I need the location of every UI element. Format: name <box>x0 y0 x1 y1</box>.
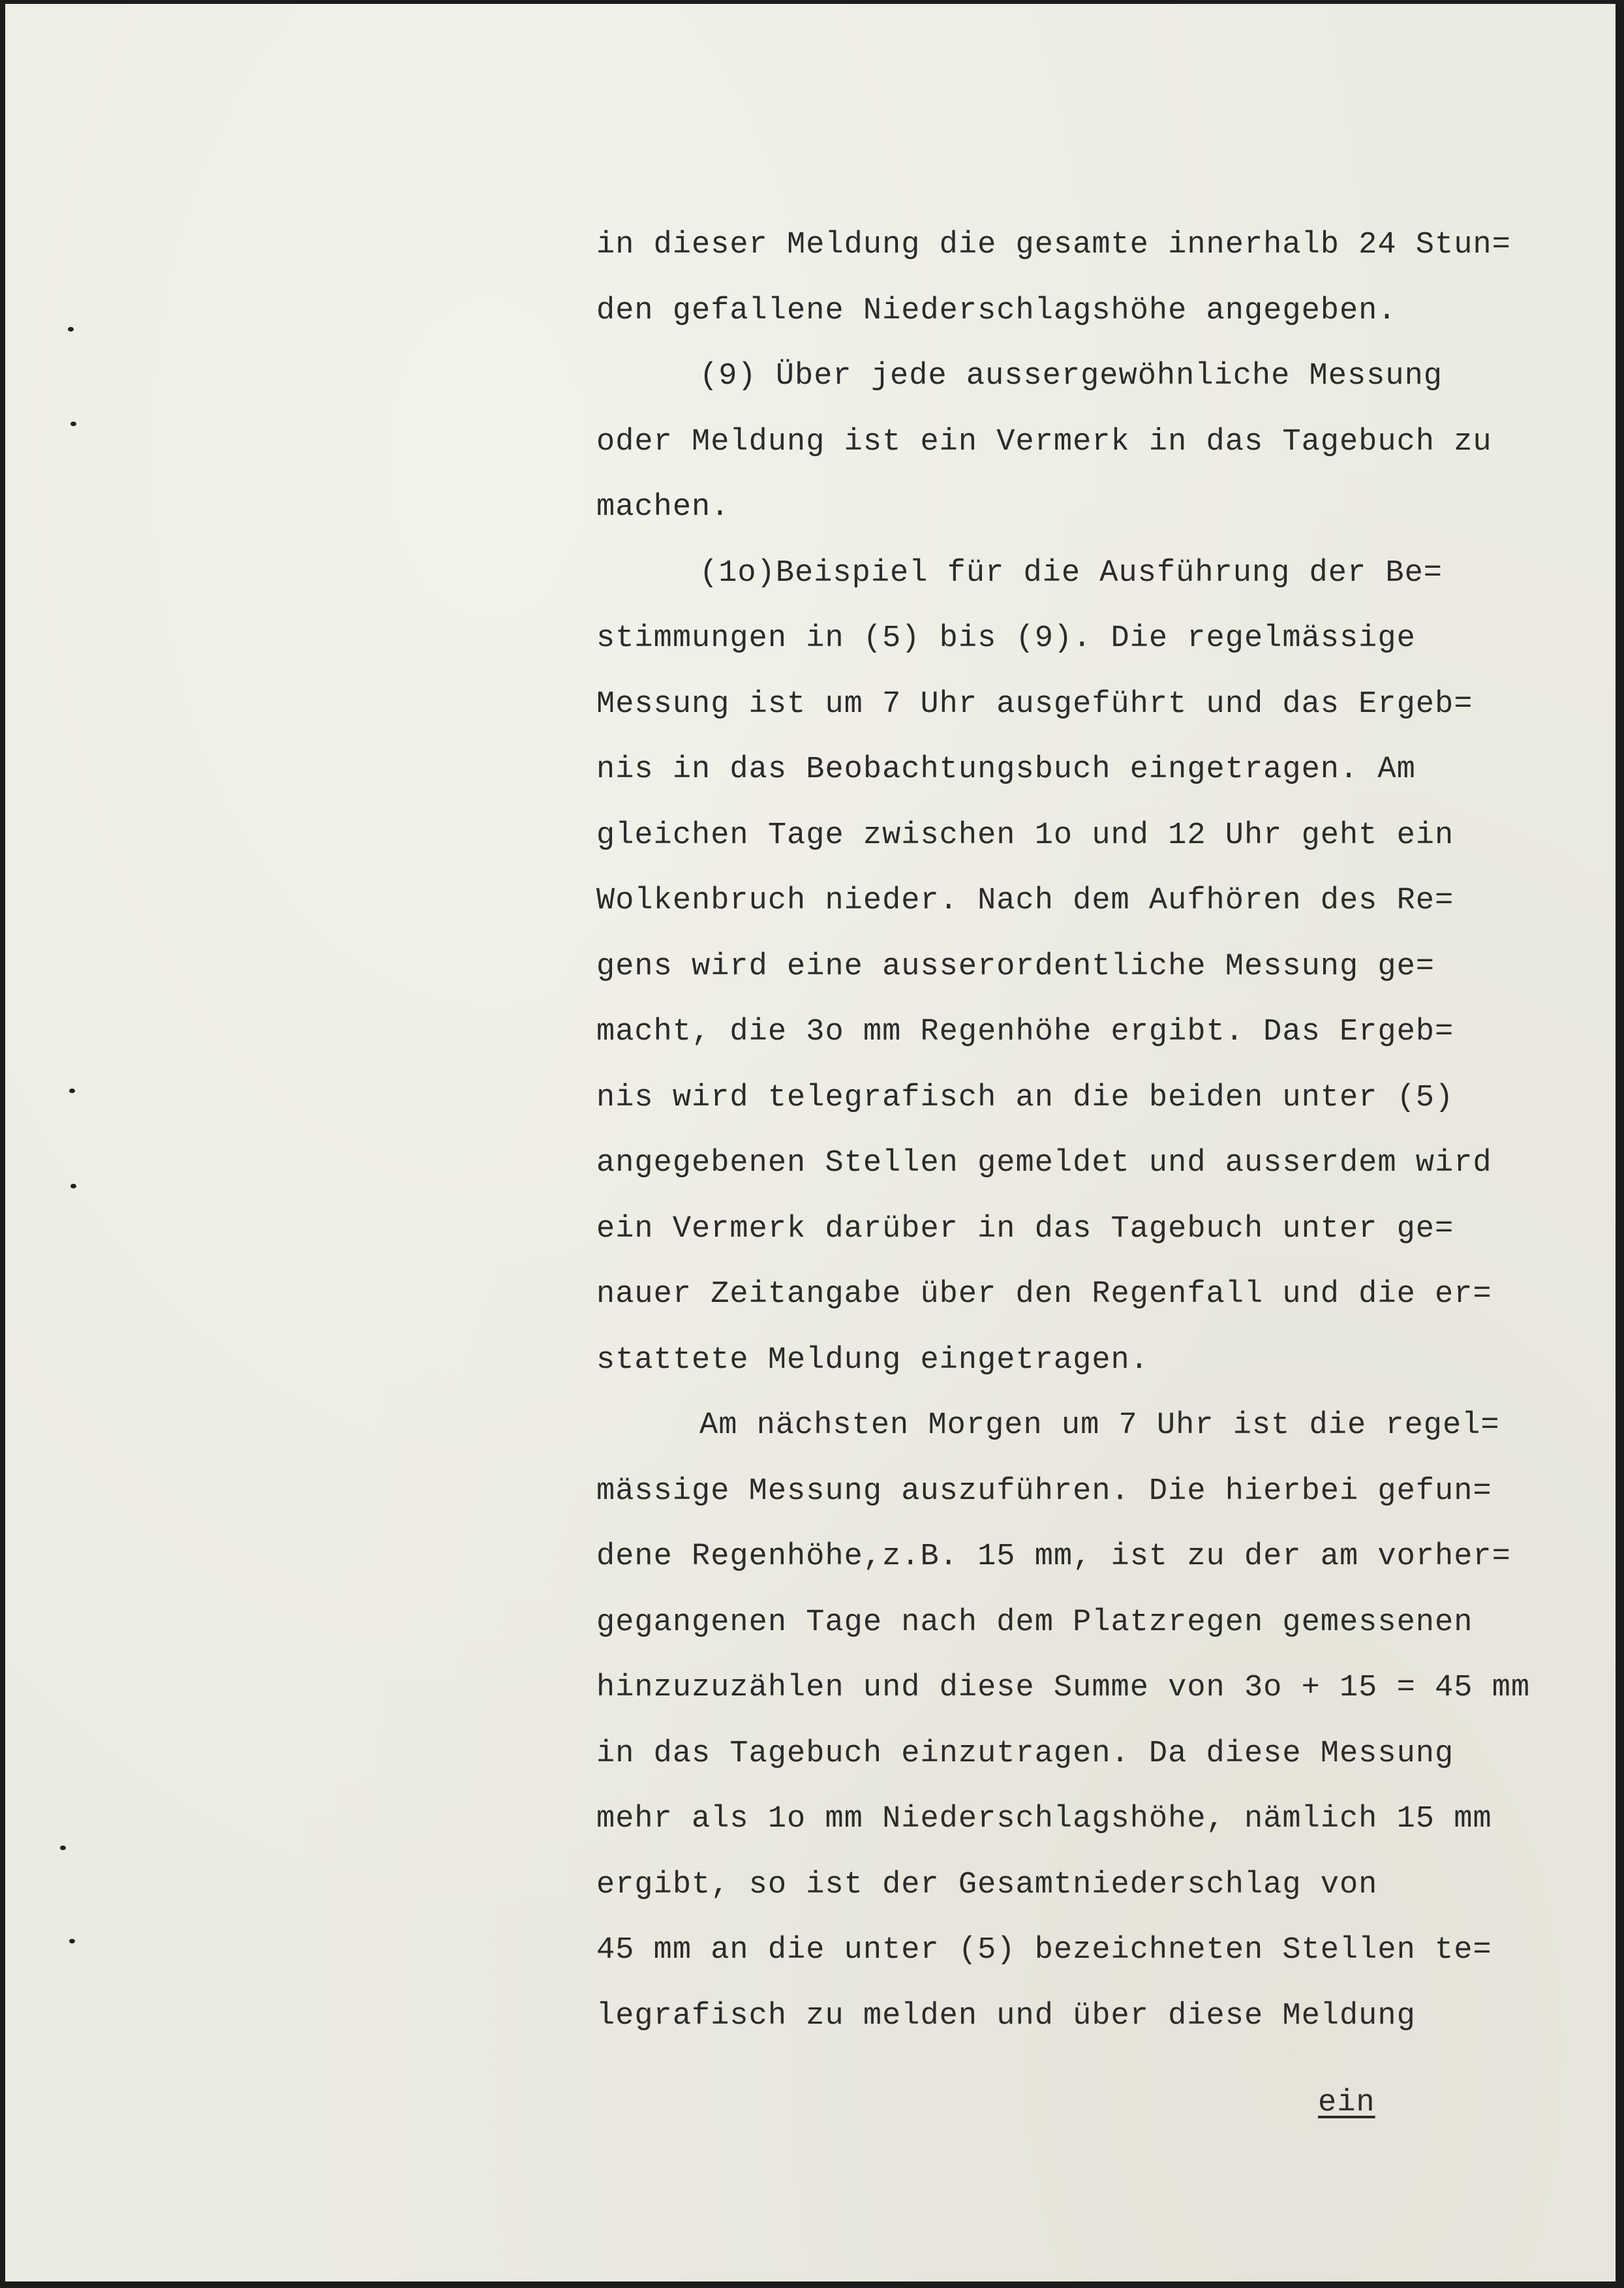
punch-hole-mark <box>69 1089 75 1093</box>
text-line: macht, die 3o mm Regenhöhe ergibt. Das Ergeb= <box>596 1015 1454 1049</box>
punch-hole-mark <box>70 422 76 426</box>
text-line: 45 mm an die unter (5) bezeichneten Stellen te= <box>596 1933 1492 1968</box>
text-line: in das Tagebuch einzutragen. Da diese Messung <box>596 1736 1454 1771</box>
punch-hole-mark <box>69 1939 75 1943</box>
text-line: in dieser Meldung die gesamte innerhalb 24 Stun= <box>596 228 1511 262</box>
text-line: (9) Über jede aussergewöhnliche Messung <box>699 359 1443 394</box>
text-line: nis in das Beobachtungsbuch eingetragen. Am <box>596 752 1416 787</box>
text-line: dene Regenhöhe,z.B. 15 mm, ist zu der am vorher= <box>596 1539 1511 1574</box>
text-line: mässige Messung auszuführen. Die hierbei gefun= <box>596 1474 1492 1509</box>
text-line: (1o)Beispiel für die Ausführung der Be= <box>699 555 1443 591</box>
punch-hole-mark <box>70 1184 76 1188</box>
text-line: gens wird eine ausserordentliche Messung ge= <box>596 949 1435 984</box>
text-line: Am nächsten Morgen um 7 Uhr ist die regel= <box>699 1408 1500 1443</box>
text-line: hinzuzuzählen und diese Summe von 3o + 15 = 45 mm <box>596 1671 1531 1705</box>
text-line: ein Vermerk darüber in das Tagebuch unter ge= <box>596 1211 1454 1246</box>
text-line: nis wird telegrafisch an die beiden unter (5) <box>596 1080 1454 1115</box>
punch-hole-mark <box>60 1846 66 1850</box>
text-line: Messung ist um 7 Uhr ausgeführt und das Ergeb= <box>596 687 1473 722</box>
body-text <box>596 213 1601 2049</box>
text-line: gleichen Tage zwischen 1o und 12 Uhr geht ein <box>596 818 1454 853</box>
punch-hole-mark <box>68 327 74 332</box>
text-line: angegebenen Stellen gemeldet und ausserdem wird <box>596 1146 1492 1181</box>
text-line: oder Meldung ist ein Vermerk in das Tagebuch zu <box>596 424 1492 459</box>
catchword: ein <box>1318 2086 1375 2120</box>
text-line: machen. <box>596 490 730 525</box>
text-line: ergibt, so ist der Gesamtniederschlag von <box>596 1867 1378 1902</box>
text-line: Wolkenbruch nieder. Nach dem Aufhören des Re= <box>596 884 1454 918</box>
text-line: nauer Zeitangabe über den Regenfall und die er= <box>596 1277 1492 1312</box>
text-line: stattete Meldung eingetragen. <box>596 1342 1149 1378</box>
text-line: den gefallene Niederschlagshöhe angegeben. <box>596 293 1397 328</box>
text-line: legrafisch zu melden und über diese Meldung <box>596 1998 1416 2033</box>
text-line: gegangenen Tage nach dem Platzregen gemessenen <box>596 1605 1473 1640</box>
text-line: mehr als 1o mm Niederschlagshöhe, nämlich 15 mm <box>596 1802 1492 1836</box>
typewritten-page <box>5 4 1616 2281</box>
text-line: stimmungen in (5) bis (9). Die regelmässige <box>596 621 1416 656</box>
